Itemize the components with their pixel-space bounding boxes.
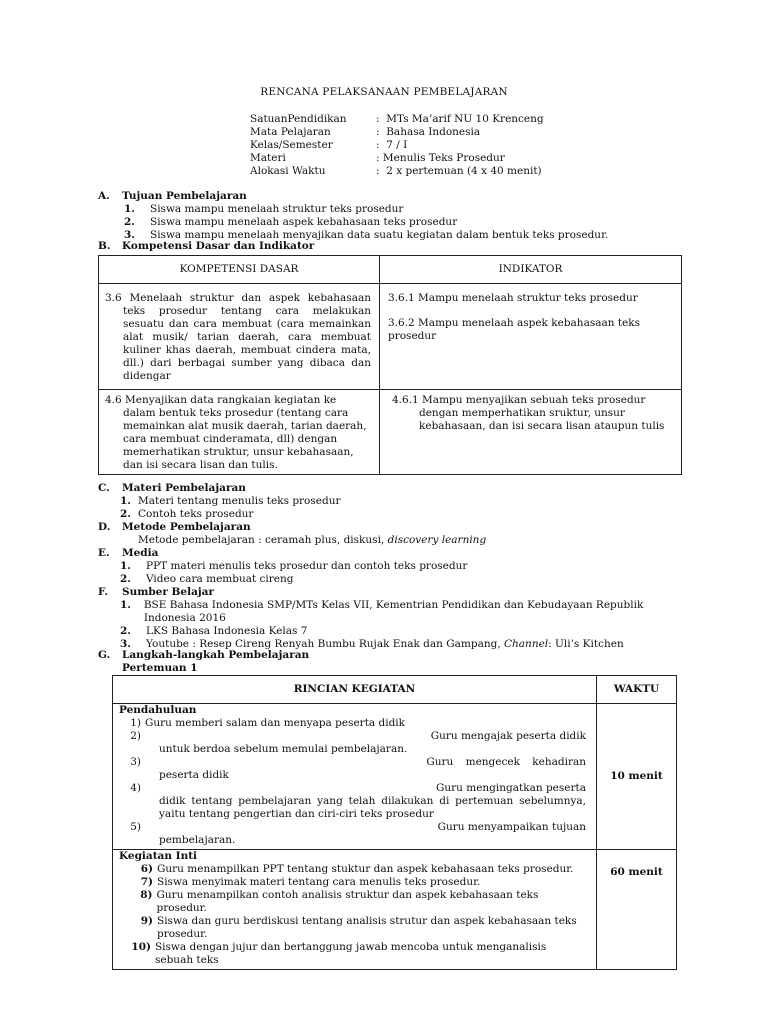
- item-text: Guru mengajak peserta didik: [430, 730, 586, 742]
- section-f-list: [120, 599, 680, 651]
- list-item: [119, 876, 586, 889]
- item-text: Guru menampilkan contoh analisis struktur dan aspek kebahasaan teks prosedur.: [156, 889, 539, 914]
- info-value: : Menulis Teks Prosedur: [376, 152, 505, 164]
- info-label: SatuanPendidikan: [250, 113, 347, 125]
- info-row: [250, 113, 544, 126]
- section-title: Langkah-langkah Pembelajaran: [122, 649, 310, 661]
- item-number: 6): [140, 863, 153, 875]
- kd-cell: [99, 284, 380, 390]
- indicator-text: 4.6.1 Mampu menyajikan sebuah teks prosedur dengan memperhatikan sruktur, unsur kebahasaan, dan isi secara lisan ataupun tulis: [392, 394, 665, 432]
- item-text: BSE Bahasa Indonesia SMP/MTs Kelas VII, Kementrian Pendidikan dan Kebudayaan Republik Indonesia 2016: [143, 599, 644, 624]
- source-text: : Uli’s Kitchen: [548, 638, 624, 650]
- activity-cell: [113, 850, 597, 970]
- duration-cell: 10 menit: [597, 704, 677, 850]
- item-text: Materi tentang menulis teks prosedur: [138, 495, 341, 507]
- item-text-cont: pembelajaran.: [159, 834, 236, 846]
- item-number: 1.: [120, 560, 131, 572]
- section-title: Tujuan Pembelajaran: [122, 190, 247, 202]
- list-item: [120, 495, 680, 508]
- activity-table: [112, 675, 677, 970]
- item-number: 1): [130, 717, 141, 729]
- kd-cell: [99, 390, 380, 475]
- identity-block: [250, 113, 544, 178]
- activity-section-title: Pendahuluan: [119, 704, 197, 716]
- item-number: 1.: [124, 203, 135, 215]
- section-b-heading: [98, 240, 314, 253]
- kd-indicator-table: [98, 255, 682, 475]
- info-label: Mata Pelajaran: [250, 126, 331, 138]
- section-title: Media: [122, 547, 159, 559]
- item-text: Contoh teks prosedur: [138, 508, 254, 520]
- item-text: Guru mengecek kehadiran: [426, 756, 586, 768]
- section-letter: B.: [98, 240, 111, 252]
- table-header: WAKTU: [597, 676, 677, 704]
- list-item: [119, 941, 586, 967]
- list-item: [119, 889, 586, 915]
- item-number: 3.: [124, 229, 135, 241]
- info-label: Alokasi Waktu: [250, 165, 326, 177]
- item-text: Siswa mampu menelaah menyajikan data suatu kegiatan dalam bentuk teks prosedur.: [150, 229, 609, 241]
- section-letter: G.: [98, 649, 111, 661]
- item-text: Guru menampilkan PPT tentang stuktur dan aspek kebahasaan teks prosedur.: [157, 863, 574, 875]
- table-header: RINCIAN KEGIATAN: [113, 676, 597, 704]
- indicator-cell: [380, 390, 682, 475]
- item-number: 2.: [120, 625, 131, 637]
- section-a-list: [124, 203, 684, 242]
- list-item: [119, 821, 586, 847]
- info-label: Kelas/Semester: [250, 139, 333, 151]
- meeting-label: Pertemuan 1: [122, 662, 198, 674]
- section-letter: E.: [98, 547, 110, 559]
- info-label: Materi: [250, 152, 286, 164]
- info-row: [250, 152, 544, 165]
- item-number: 5): [130, 821, 141, 833]
- section-title: Metode Pembelajaran: [122, 521, 251, 533]
- section-title: Kompetensi Dasar dan Indikator: [122, 240, 315, 252]
- list-item: [120, 625, 680, 638]
- item-number: 1.: [120, 599, 131, 611]
- item-text: Guru menyampaikan tujuan: [437, 821, 586, 833]
- activity-section-title: Kegiatan Inti: [119, 850, 198, 862]
- info-row: [250, 139, 544, 152]
- section-letter: D.: [98, 521, 111, 533]
- section-letter: A.: [98, 190, 110, 202]
- item-number: 2.: [124, 216, 135, 228]
- list-item: [120, 573, 680, 586]
- table-header: KOMPETENSI DASAR: [99, 256, 380, 284]
- activity-cell: [113, 704, 597, 850]
- item-text: Siswa menyimak materi tentang cara menulis teks prosedur.: [157, 876, 481, 888]
- item-number: 2.: [120, 508, 131, 520]
- list-item: [120, 560, 680, 573]
- info-row: [250, 126, 544, 139]
- section-letter: F.: [98, 586, 109, 598]
- info-value: : MTs Ma’arif NU 10 Krenceng: [376, 113, 544, 125]
- section-g-heading: [98, 649, 309, 662]
- page-title: RENCANA PELAKSANAAN PEMBELAJARAN: [260, 86, 508, 98]
- indicator-cell: [380, 284, 682, 390]
- list-item: [124, 203, 684, 216]
- item-number: 3.: [120, 638, 131, 650]
- section-c-heading: [98, 482, 246, 495]
- item-text: Video cara membuat cireng: [146, 573, 294, 585]
- item-number: 10): [131, 941, 151, 953]
- item-text: Siswa mampu menelaah struktur teks prosedur: [150, 203, 404, 215]
- section-a-heading: [98, 190, 247, 203]
- item-text: Guru memberi salam dan menyapa peserta didik: [145, 717, 406, 729]
- source-italic: Channel: [504, 638, 549, 650]
- method-text: [138, 534, 486, 547]
- list-item: [119, 756, 586, 782]
- item-number: 7): [140, 876, 153, 888]
- table-header: INDIKATOR: [380, 256, 682, 284]
- item-text-cont: untuk berdoa sebelum memulai pembelajaran.: [159, 743, 408, 755]
- list-item: [119, 782, 586, 821]
- item-number: 2.: [120, 573, 131, 585]
- table-row: [113, 704, 677, 850]
- section-e-list: [120, 560, 680, 586]
- section-title: Sumber Belajar: [122, 586, 215, 598]
- list-item: [119, 717, 586, 730]
- kd-text: 4.6 Menyajikan data rangkaian kegiatan ke dalam bentuk teks prosedur (tentang cara memainkan alat musik daerah, tarian daerah, cara membuat cinderamata, dll) dengan memerhatikan struktur, unsur kebahasaan, dan isi secara lisan dan tulis.: [105, 394, 367, 471]
- list-item: [120, 508, 680, 521]
- list-item: [119, 863, 586, 876]
- section-title: Materi Pembelajaran: [122, 482, 246, 494]
- item-text-cont: peserta didik: [159, 769, 229, 781]
- table-row: [99, 284, 682, 390]
- section-f-heading: [98, 586, 214, 599]
- info-value: : 2 x pertemuan (4 x 40 menit): [376, 165, 542, 177]
- section-e-heading: [98, 547, 158, 560]
- table-row: [113, 850, 677, 970]
- list-item: [119, 730, 586, 756]
- source-text: Youtube : Resep Cireng Renyah Bumbu Rujak Enak dan Gampang,: [146, 638, 504, 650]
- list-item: [119, 915, 586, 941]
- item-text: Guru mengingatkan peserta: [435, 782, 586, 794]
- item-number: 2): [130, 730, 141, 742]
- item-text-cont: didik tentang pembelajaran yang telah dilakukan di pertemuan sebelumnya, yaitu tentang pengertian dan ciri-ciri teks prosedur: [159, 795, 586, 820]
- method-label: Metode pembelajaran : ceramah plus, diskusi,: [138, 534, 388, 546]
- info-value: : Bahasa Indonesia: [376, 126, 481, 138]
- item-text: Siswa dan guru berdiskusi tentang analisis strutur dan aspek kebahasaan teks prosedur.: [157, 915, 577, 940]
- item-number: 1.: [120, 495, 131, 507]
- section-d-heading: [98, 521, 251, 534]
- info-value: : 7 / I: [376, 139, 408, 151]
- section-letter: C.: [98, 482, 110, 494]
- item-text: Siswa dengan jujur dan bertanggung jawab mencoba untuk menganalisis sebuah teks: [154, 941, 547, 966]
- method-italic: discovery learning: [387, 534, 487, 546]
- indicator-text: 3.6.1 Mampu menelaah struktur teks prosedur: [388, 292, 638, 304]
- info-row: [250, 165, 544, 178]
- duration-cell: 60 menit: [597, 850, 677, 970]
- item-number: 8): [140, 889, 153, 901]
- item-text: LKS Bahasa Indonesia Kelas 7: [146, 625, 308, 637]
- list-item: [124, 216, 684, 229]
- item-number: 9): [140, 915, 153, 927]
- list-item: [120, 599, 680, 625]
- item-text: Siswa mampu menelaah aspek kebahasaan teks prosedur: [150, 216, 458, 228]
- indicator-text: 3.6.2 Mampu menelaah aspek kebahasaan teks prosedur: [388, 317, 641, 342]
- item-text: PPT materi menulis teks prosedur dan contoh teks prosedur: [146, 560, 468, 572]
- item-number: 4): [130, 782, 141, 794]
- kd-text: 3.6 Menelaah struktur dan aspek kebahasaan teks prosedur tentang cara melakukan sesuatu dan cara membuat (cara memainkan alat musik/ tarian daerah, cara membuat kuliner khas daerah, membuat cindera mata, dll.) dari berbagai sumber yang dibaca dan didengar: [105, 292, 371, 382]
- table-row: [99, 390, 682, 475]
- item-number: 3): [130, 756, 141, 768]
- section-c-list: [120, 495, 680, 521]
